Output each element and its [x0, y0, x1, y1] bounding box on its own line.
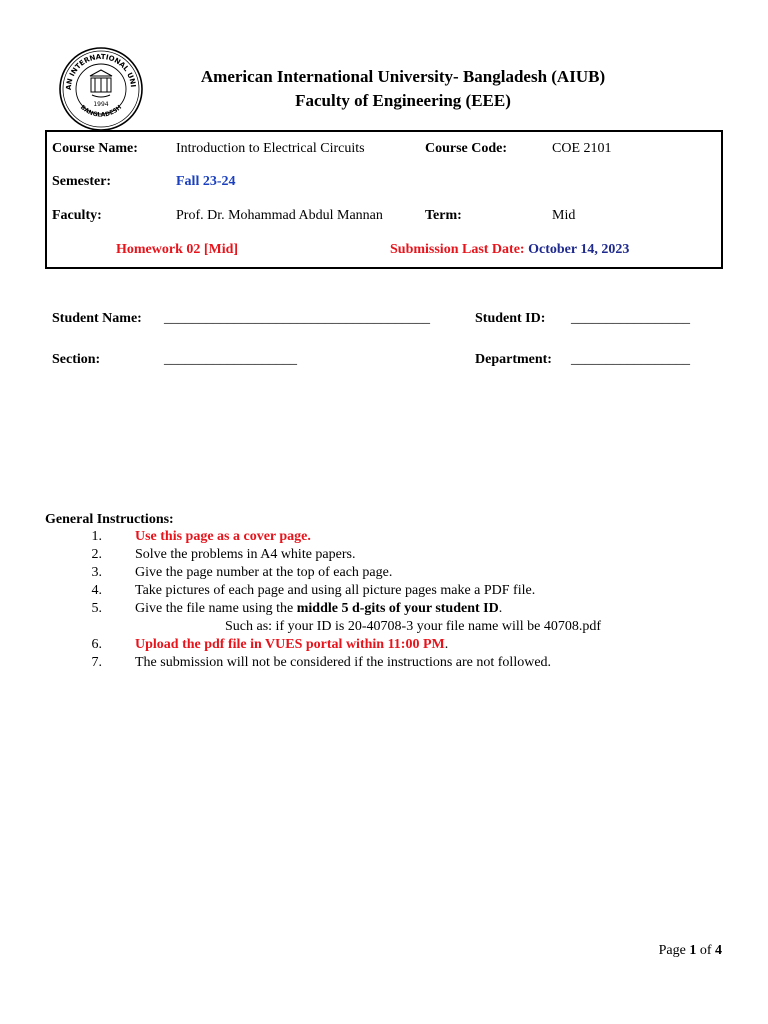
- instruction-item: [62, 601, 601, 619]
- svg-text:1994: 1994: [93, 101, 109, 108]
- instruction-text: Such as: if your ID is 20-40708-3 your file name will be 40708.pdf: [225, 619, 601, 634]
- student-id-label: Student ID:: [475, 311, 546, 326]
- course-code-label: Course Code:: [425, 141, 508, 156]
- instruction-number: 5.: [91, 601, 102, 616]
- department-label: Department:: [475, 352, 552, 367]
- aiub-seal-icon: [58, 46, 144, 132]
- semester-value: Fall 23-24: [176, 174, 236, 189]
- instruction-text: [135, 601, 502, 619]
- instruction-text: The submission will not be considered if the instructions are not followed.: [135, 655, 552, 670]
- page-number: [659, 943, 722, 959]
- instruction-item: [62, 655, 601, 673]
- course-name-label: Course Name:: [52, 141, 138, 156]
- instruction-text: Take pictures of each page and using all picture pages make a PDF file.: [135, 583, 536, 598]
- instruction-text-part: .: [498, 601, 503, 616]
- instruction-item: [62, 565, 601, 583]
- instruction-number: [62, 619, 102, 637]
- instructions-heading: General Instructions:: [45, 512, 174, 527]
- faculty-label: Faculty:: [52, 208, 102, 223]
- instruction-text-highlight: Upload the pdf file in VUES portal within 11:00 PM: [135, 637, 445, 652]
- instruction-text: Solve the problems in A4 white papers.: [135, 547, 356, 562]
- university-logo: [58, 46, 144, 132]
- of-word: of: [699, 943, 712, 958]
- instruction-text-bold: middle 5 d-gits of your student ID: [296, 601, 499, 616]
- term-label: Term:: [425, 208, 462, 223]
- term-value: Mid: [552, 208, 576, 223]
- instruction-item: [62, 583, 601, 601]
- section-label: Section:: [52, 352, 101, 367]
- submission-label: Submission Last Date:: [390, 242, 525, 257]
- page-total: 4: [715, 943, 722, 958]
- faculty-value: Prof. Dr. Mohammad Abdul Mannan: [176, 208, 383, 223]
- student-id-field[interactable]: _________________: [571, 311, 690, 326]
- instructions-list: [62, 529, 601, 673]
- instruction-text-part: .: [444, 637, 449, 652]
- semester-label: Semester:: [52, 174, 112, 189]
- submission-deadline: [390, 242, 629, 258]
- department-field[interactable]: _________________: [571, 352, 690, 367]
- instruction-item: [62, 547, 601, 565]
- instruction-number: 4.: [91, 583, 102, 598]
- instruction-text: [135, 637, 448, 655]
- homework-title: Homework 02 [Mid]: [116, 242, 239, 257]
- instruction-example: [62, 619, 601, 637]
- student-name-label: Student Name:: [52, 311, 142, 326]
- instruction-text: Use this page as a cover page.: [135, 529, 311, 544]
- page-word: Page: [658, 943, 686, 958]
- course-name-value: Introduction to Electrical Circuits: [176, 141, 365, 156]
- instruction-item: [62, 529, 601, 547]
- course-code-value: COE 2101: [552, 141, 612, 156]
- instruction-number: 2.: [91, 547, 102, 562]
- instruction-text: Give the page number at the top of each page.: [135, 565, 393, 580]
- instruction-number: 3.: [91, 565, 102, 580]
- submission-date: October 14, 2023: [528, 242, 630, 257]
- instruction-number: 7.: [91, 655, 102, 670]
- university-title: American International University- Bangladesh (AIUB): [200, 67, 606, 86]
- instruction-item: [62, 637, 601, 655]
- instruction-number: 1.: [91, 529, 102, 544]
- student-name-field[interactable]: ______________________________________: [164, 311, 430, 326]
- section-field[interactable]: ___________________: [164, 352, 297, 367]
- svg-text:AMERICAN INTERNATIONAL UNIVERS: AN INTERNATIONAL UNI: [64, 52, 137, 91]
- page-current: 1: [689, 943, 697, 958]
- faculty-title: Faculty of Engineering (EEE): [295, 91, 511, 110]
- instruction-number: 6.: [91, 637, 102, 652]
- instruction-text-part: Give the file name using the: [135, 601, 297, 616]
- svg-text:BANGLADESH: BANGLADESH: [78, 103, 124, 119]
